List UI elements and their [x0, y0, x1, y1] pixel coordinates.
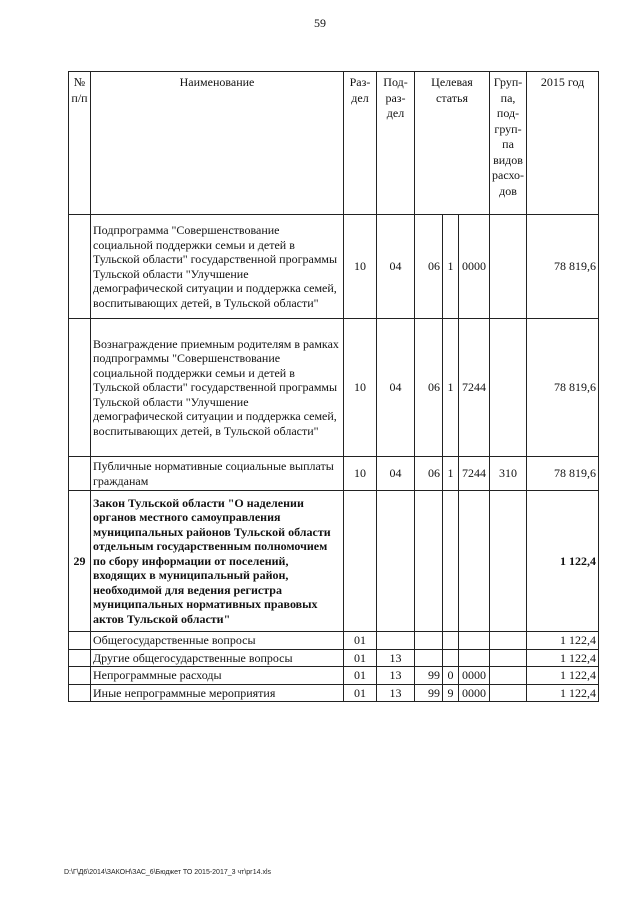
- row-name: Закон Тульской области "О наделении органов местного самоуправления муниципальных районов Тульской области отдельным государственным полномочием по сбору информации от поселений, входящих в муниципальный район, необходимой для ведения регистра муниципальных нормативных правовых актов Тульской области": [91, 491, 344, 632]
- row-num: [69, 319, 91, 457]
- row-expense-group: [490, 319, 527, 457]
- table-row: [69, 684, 599, 702]
- header-razdel: Раз- дел: [344, 72, 377, 215]
- row-target-subprogram: [443, 632, 459, 650]
- row-name: Другие общегосударственные вопросы: [91, 649, 344, 667]
- row-target-subprogram: 0: [443, 667, 459, 685]
- budget-table: [68, 71, 599, 702]
- row-num: [69, 215, 91, 319]
- row-target-program: 99: [415, 684, 443, 702]
- header-podrazdel: Под- раз- дел: [377, 72, 415, 215]
- row-target-subprogram: 1: [443, 215, 459, 319]
- row-target-direction: 7244: [459, 457, 490, 491]
- row-target-subprogram: [443, 649, 459, 667]
- row-target-direction: 0000: [459, 684, 490, 702]
- row-target-direction: 0000: [459, 215, 490, 319]
- row-amount-2015: 1 122,4: [527, 684, 599, 702]
- row-podrazdel: 04: [377, 457, 415, 491]
- header-group: Груп- па, под- груп- па видов расхо- дов: [490, 72, 527, 215]
- row-expense-group: [490, 649, 527, 667]
- row-amount-2015: 1 122,4: [527, 667, 599, 685]
- row-expense-group: [490, 667, 527, 685]
- row-podrazdel: [377, 632, 415, 650]
- table-row: [69, 667, 599, 685]
- row-name: Вознаграждение приемным родителям в рамках подпрограммы "Совершенствование социальной поддержки семьи и детей в Тульской области" государственной программы Тульской области "Улучшение демографической ситуации и поддержка семей, воспитывающих детей, в Тульской области": [91, 319, 344, 457]
- row-target-program: 06: [415, 319, 443, 457]
- table-header-row: [69, 72, 599, 215]
- row-name: Иные непрограммные мероприятия: [91, 684, 344, 702]
- row-num: [69, 684, 91, 702]
- table-row: [69, 649, 599, 667]
- row-num: [69, 649, 91, 667]
- row-target-subprogram: [443, 491, 459, 632]
- row-amount-2015: 78 819,6: [527, 215, 599, 319]
- page-number: 59: [314, 16, 326, 30]
- row-target-subprogram: 1: [443, 319, 459, 457]
- row-expense-group: [490, 632, 527, 650]
- row-amount-2015: 78 819,6: [527, 457, 599, 491]
- row-podrazdel: 13: [377, 667, 415, 685]
- row-name: Публичные нормативные социальные выплаты гражданам: [91, 457, 344, 491]
- row-podrazdel: 04: [377, 215, 415, 319]
- footer-file-path: D:\Г\Д6\2014\ЗАКОН\ЗАС_6\Бюджет ТО 2015-2017_3 чт\рг14.xls: [64, 869, 272, 876]
- table-row: [69, 491, 599, 632]
- row-target-program: 06: [415, 215, 443, 319]
- row-expense-group: [490, 491, 527, 632]
- table-row: [69, 457, 599, 491]
- row-target-direction: [459, 632, 490, 650]
- row-amount-2015: 1 122,4: [527, 632, 599, 650]
- row-expense-group: 310: [490, 457, 527, 491]
- row-razdel: [344, 491, 377, 632]
- row-num: [69, 457, 91, 491]
- row-podrazdel: [377, 491, 415, 632]
- table-row: [69, 632, 599, 650]
- row-razdel: 10: [344, 319, 377, 457]
- row-target-direction: 0000: [459, 667, 490, 685]
- row-target-program: [415, 649, 443, 667]
- row-amount-2015: 1 122,4: [527, 491, 599, 632]
- row-name: Непрограммные расходы: [91, 667, 344, 685]
- header-target: Целевая статья: [415, 72, 490, 215]
- row-target-direction: [459, 649, 490, 667]
- row-num: 29: [69, 491, 91, 632]
- row-target-subprogram: 1: [443, 457, 459, 491]
- row-razdel: 10: [344, 457, 377, 491]
- table-row: [69, 319, 599, 457]
- row-target-direction: [459, 491, 490, 632]
- row-target-program: [415, 632, 443, 650]
- row-amount-2015: 1 122,4: [527, 649, 599, 667]
- row-podrazdel: 13: [377, 684, 415, 702]
- row-num: [69, 667, 91, 685]
- row-expense-group: [490, 215, 527, 319]
- row-name: Подпрограмма "Совершенствование социальной поддержки семьи и детей в Тульской области" государственной программы Тульской области "Улучшение демографической ситуации и поддержка семей, воспитывающих детей, в Тульской области": [91, 215, 344, 319]
- row-razdel: 10: [344, 215, 377, 319]
- row-razdel: 01: [344, 684, 377, 702]
- table-row: [69, 215, 599, 319]
- row-num: [69, 632, 91, 650]
- row-name: Общегосударственные вопросы: [91, 632, 344, 650]
- row-target-program: [415, 491, 443, 632]
- row-razdel: 01: [344, 649, 377, 667]
- row-target-program: 06: [415, 457, 443, 491]
- row-podrazdel: 13: [377, 649, 415, 667]
- header-name: Наименование: [91, 72, 344, 215]
- row-expense-group: [490, 684, 527, 702]
- row-amount-2015: 78 819,6: [527, 319, 599, 457]
- row-razdel: 01: [344, 632, 377, 650]
- row-target-program: 99: [415, 667, 443, 685]
- row-podrazdel: 04: [377, 319, 415, 457]
- header-year: 2015 год: [527, 72, 599, 215]
- row-target-direction: 7244: [459, 319, 490, 457]
- row-target-subprogram: 9: [443, 684, 459, 702]
- header-num: № п/п: [69, 72, 91, 215]
- row-razdel: 01: [344, 667, 377, 685]
